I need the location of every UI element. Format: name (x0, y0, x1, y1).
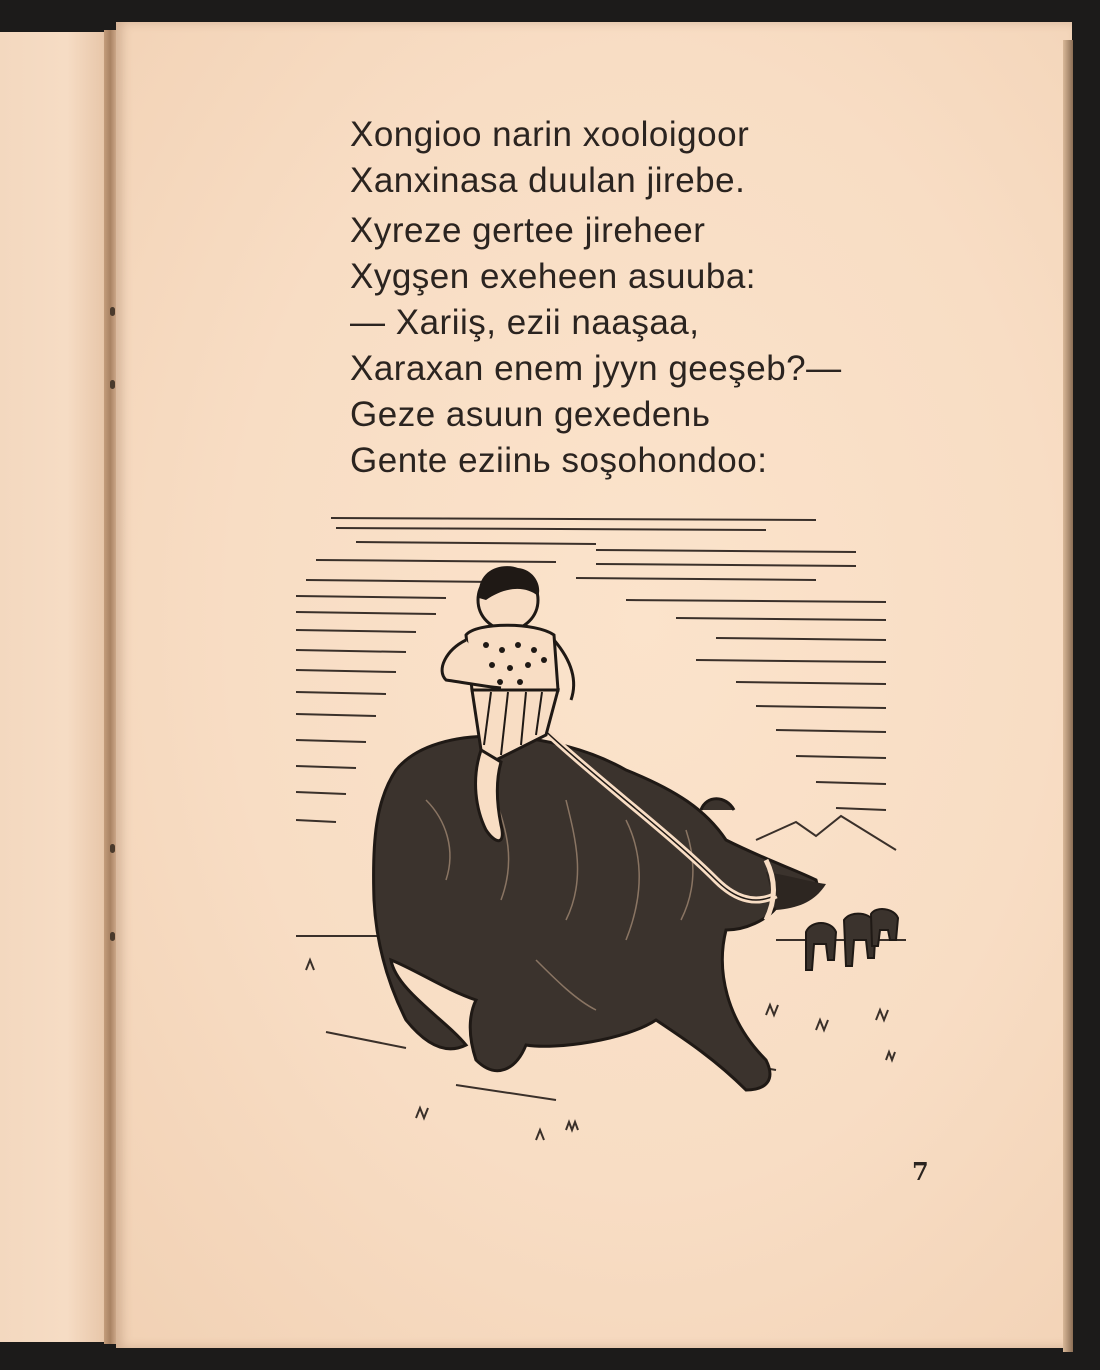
poem-line: Xaraxan enem jyyn geeşeb?— (350, 349, 842, 388)
page-number: 7 (912, 1157, 929, 1186)
bear-rider-illustration-icon (296, 500, 916, 1150)
binding-stitch (110, 380, 115, 389)
binding-stitch (110, 307, 115, 316)
mountain-outline (756, 816, 896, 850)
poem-line: Geze asuun gexedenь (350, 395, 711, 434)
bear-ear (701, 799, 734, 810)
poem-line: Gente eziinь soşohondoo: (350, 441, 768, 480)
bear-body (374, 736, 817, 1090)
poem-line: Xongioo narin xooloigoor (350, 115, 750, 154)
poem-line: Xyreze gertee jireheer (350, 211, 706, 250)
poem-line: — Xariiş, ezii naaşaa, (350, 303, 700, 342)
poem-line: Xanxinasa duulan jirebe. (350, 161, 746, 200)
binding-stitch (110, 932, 115, 941)
page-edge (1063, 40, 1073, 1352)
poem-text (350, 112, 842, 484)
left-page (0, 32, 112, 1342)
binding-stitch (110, 844, 115, 853)
poem-line: Xygşen exeheen asuuba: (350, 257, 757, 296)
